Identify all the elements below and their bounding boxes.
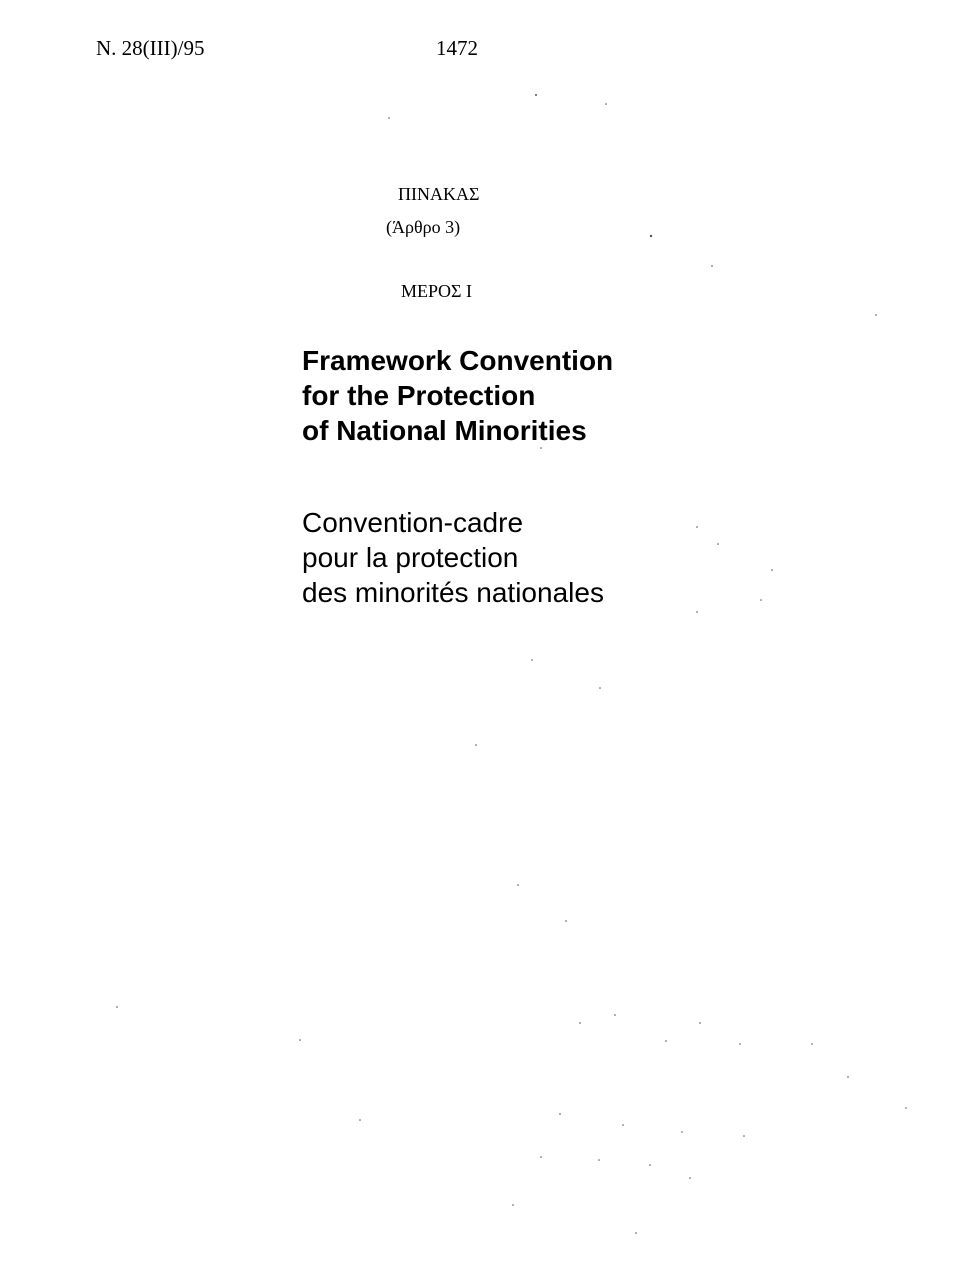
french-title-line-3: des minorités nationales: [302, 577, 604, 608]
page-number: 1472: [436, 36, 478, 60]
english-title-line-2: for the Protection: [302, 380, 536, 411]
law-number: N. 28(III)/95: [96, 36, 205, 60]
french-title-line-1: Convention-cadre: [302, 507, 524, 538]
annex-part: ΜΕΡΟΣ Ι: [401, 281, 472, 301]
english-title-line-1: Framework Convention: [302, 345, 614, 376]
english-title-line-3: of National Minorities: [302, 415, 587, 446]
annex-title: ΠΙΝΑΚΑΣ: [398, 184, 480, 204]
annex-article-reference: (Άρθρο 3): [386, 217, 461, 237]
french-title-line-2: pour la protection: [302, 542, 519, 573]
